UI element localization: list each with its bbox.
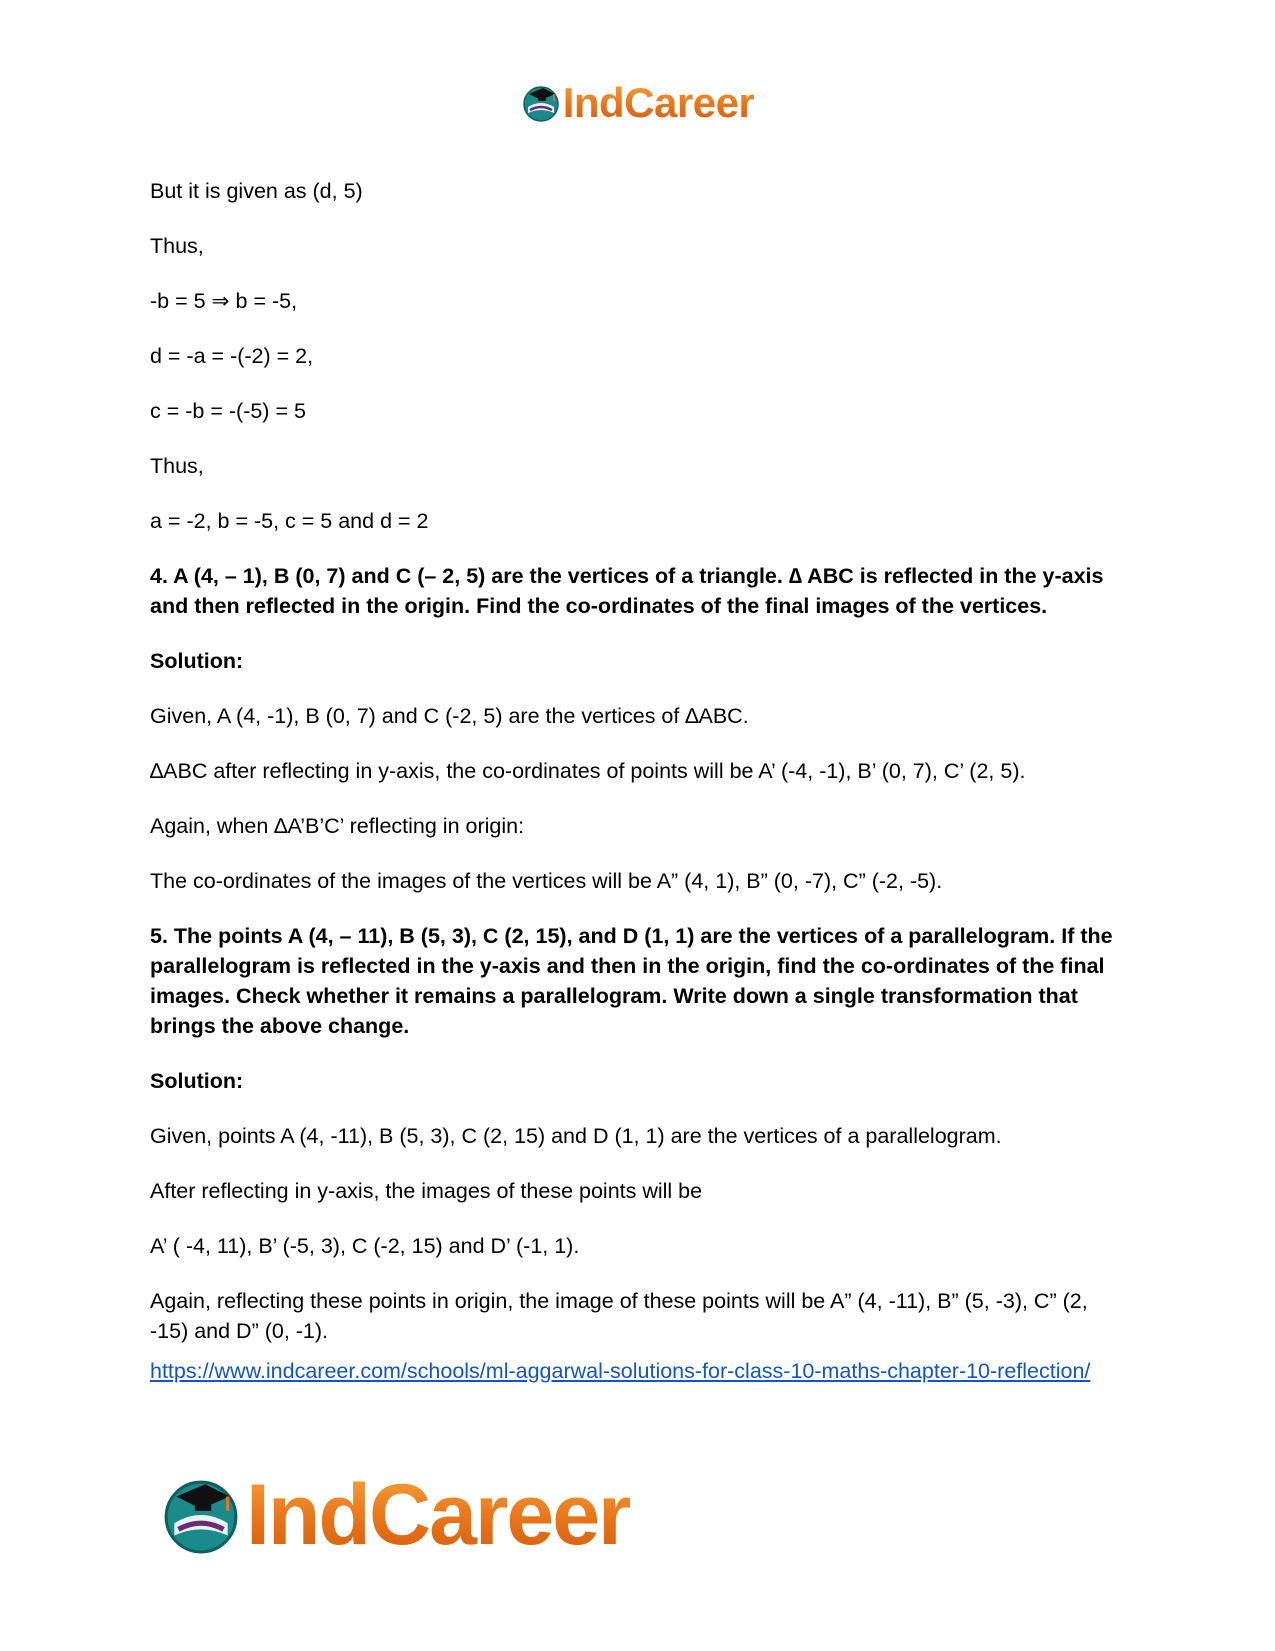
text-line: Thus,: [150, 234, 204, 258]
solution-label: Solution:: [150, 1069, 244, 1093]
source-link[interactable]: https://www.indcareer.com/schools/ml-aggarwal-solutions-for-class-10-maths-chapter-10-reflection/: [150, 1359, 1091, 1383]
text-line: But it is given as (d, 5): [150, 179, 363, 203]
question-5: 5. The points A (4, – 11), B (5, 3), C (2, 15), and D (1, 1) are the vertices of a parallelogram. If the parallelogram is reflected in the y-axis and then in the origin, find the co-ordinates of the final images. Check whether it remains a parallelogram. Write down a single transformation that brings the above change.: [150, 924, 1113, 1038]
document-body: [150, 176, 1125, 1411]
logo-text: IndCareer: [562, 79, 755, 126]
indcareer-logo: [521, 79, 755, 126]
text-line: ∆ABC after reflecting in y-axis, the co-ordinates of points will be A’ (-4, -1), B’ (0, 7), C’ (2, 5).: [150, 759, 1026, 783]
text-line: a = -2, b = -5, c = 5 and d = 2: [150, 509, 429, 533]
text-line: d = -a = -(-2) = 2,: [150, 344, 314, 368]
text-line: Again, reflecting these points in origin, the image of these points will be A” (4, -11), B” (5, -3), C” (2, -15) and D” (0, -1).: [150, 1289, 1088, 1343]
solution-label: Solution:: [150, 649, 244, 673]
text-line: Thus,: [150, 454, 204, 478]
text-line: The co-ordinates of the images of the vertices will be A” (4, 1), B” (0, -7), C” (-2, -5).: [150, 869, 943, 893]
graduate-globe-icon: [160, 1474, 242, 1556]
header-logo: [0, 78, 1275, 128]
question-4: 4. A (4, – 1), B (0, 7) and C (– 2, 5) are the vertices of a triangle. ∆ ABC is reflected in the y-axis and then reflected in the origin. Find the co-ordinates of the final images of the vertices.: [150, 564, 1104, 618]
text-line: -b = 5 ⇒ b = -5,: [150, 289, 298, 313]
text-line: A’ ( -4, 11), B’ (-5, 3), C (-2, 15) and D’ (-1, 1).: [150, 1234, 580, 1258]
text-line: Given, points A (4, -11), B (5, 3), C (2, 15) and D (1, 1) are the vertices of a parallelogram.: [150, 1124, 1002, 1148]
text-line: Given, A (4, -1), B (0, 7) and C (-2, 5) are the vertices of ∆ABC.: [150, 704, 749, 728]
text-line: c = -b = -(-5) = 5: [150, 399, 306, 423]
text-line: Again, when ∆A’B’C’ reflecting in origin:: [150, 814, 525, 838]
footer-logo: [160, 1467, 630, 1563]
graduate-globe-icon: [521, 83, 561, 123]
text-line: After reflecting in y-axis, the images of these points will be: [150, 1179, 703, 1203]
logo-text: IndCareer: [246, 1467, 630, 1563]
